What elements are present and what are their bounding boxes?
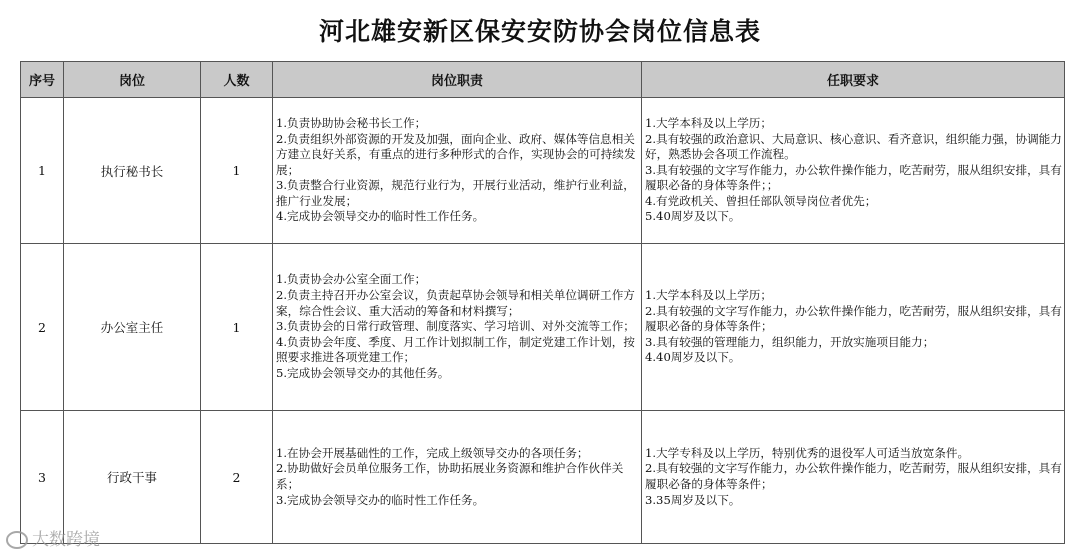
row-count: 2 bbox=[201, 411, 273, 544]
row-duties bbox=[273, 411, 642, 544]
duty-item: 3.完成协会领导交办的临时性工作任务。 bbox=[276, 492, 485, 507]
requirement-item: 2.具有较强的政治意识、大局意识、核心意识、看齐意识，组织能力强，协调能力好，熟悉协会各项工作流程。 bbox=[645, 131, 1062, 162]
duty-item: 1.负责协会办公室全面工作； bbox=[276, 272, 427, 287]
requirement-item: 4.40周岁及以下。 bbox=[645, 350, 741, 365]
header-count: 人数 bbox=[201, 62, 273, 98]
requirement-item: 4.有党政机关、曾担任部队领导岗位者优先； bbox=[645, 193, 877, 208]
row-position: 办公室主任 bbox=[64, 244, 201, 411]
table-row bbox=[21, 244, 1065, 411]
header-duties: 岗位职责 bbox=[273, 62, 642, 98]
table-row bbox=[21, 98, 1065, 244]
row-requirements bbox=[642, 411, 1065, 544]
requirement-item: 3.具有较强的管理能力，组织能力，开放实施项目能力； bbox=[645, 334, 935, 349]
duty-item: 2.负责组织外部资源的开发及加强，面向企业、政府、媒体等信息相关方建立良好关系，有重点的进行多种形式的合作，实现协会的可持续发展； bbox=[276, 131, 636, 177]
position-info-table bbox=[20, 61, 1065, 544]
requirement-item: 2.具有较强的文字写作能力，办公软件操作能力，吃苦耐劳，服从组织安排，具有履职必备的身体等条件； bbox=[645, 303, 1062, 334]
duty-item: 1.在协会开展基础性的工作，完成上级领导交办的各项任务； bbox=[276, 445, 589, 460]
row-requirements bbox=[642, 244, 1065, 411]
row-no: 2 bbox=[21, 244, 64, 411]
table-header-row bbox=[21, 62, 1065, 98]
table-row bbox=[21, 411, 1065, 544]
row-duties bbox=[273, 244, 642, 411]
header-requirements: 任职要求 bbox=[642, 62, 1065, 98]
requirement-item: 5.40周岁及以下。 bbox=[645, 209, 741, 224]
requirement-item: 3.具有较强的文字写作能力，办公软件操作能力，吃苦耐劳，服从组织安排，具有履职必备的身体等条件；； bbox=[645, 162, 1062, 193]
duty-item: 4.完成协会领导交办的临时性工作任务。 bbox=[276, 209, 485, 224]
requirement-item: 1.大学本科及以上学历； bbox=[645, 115, 772, 130]
row-count: 1 bbox=[201, 98, 273, 244]
row-count: 1 bbox=[201, 244, 273, 411]
duty-item: 5.完成协会领导交办的其他任务。 bbox=[276, 365, 450, 380]
row-position: 行政干事 bbox=[64, 411, 201, 544]
duty-item: 4.负责协会年度、季度、月工作计划拟制工作，制定党建工作计划，按照要求推进各项党建工作； bbox=[276, 334, 635, 365]
watermark-logo-icon bbox=[6, 531, 28, 549]
watermark-text: 大数跨境 bbox=[32, 530, 100, 550]
requirement-item: 3.35周岁及以下。 bbox=[645, 492, 741, 507]
requirement-item: 1.大学本科及以上学历； bbox=[645, 288, 772, 303]
header-position: 岗位 bbox=[64, 62, 201, 98]
row-position: 执行秘书长 bbox=[64, 98, 201, 244]
duty-item: 2.负责主持召开办公室会议，负责起草协会领导和相关单位调研工作方案，综合性会议、重大活动的筹备和材料撰写； bbox=[276, 288, 635, 318]
page-title: 河北雄安新区保安安防协会岗位信息表 bbox=[318, 17, 761, 46]
duty-item: 3.负责协会的日常行政管理、制度落实、学习培训、对外交流等工作； bbox=[276, 319, 635, 334]
duty-item: 1.负责协助协会秘书长工作； bbox=[276, 115, 427, 130]
row-no: 1 bbox=[21, 98, 64, 244]
duty-item: 3.负责整合行业资源，规范行业行为，开展行业活动，维护行业利益，推广行业发展； bbox=[276, 178, 635, 208]
duty-item: 2.协助做好会员单位服务工作，协助拓展业务资源和维护合作伙伴关系； bbox=[276, 461, 624, 491]
header-no: 序号 bbox=[21, 62, 64, 98]
watermark bbox=[6, 525, 100, 550]
requirement-item: 1.大学专科及以上学历，特别优秀的退役军人可适当放宽条件。 bbox=[645, 445, 970, 460]
row-no: 3 bbox=[21, 411, 64, 544]
row-requirements bbox=[642, 98, 1065, 244]
requirement-item: 2.具有较强的文字写作能力，办公软件操作能力，吃苦耐劳，服从组织安排，具有履职必备的身体等条件； bbox=[645, 461, 1062, 491]
row-duties bbox=[273, 98, 642, 244]
